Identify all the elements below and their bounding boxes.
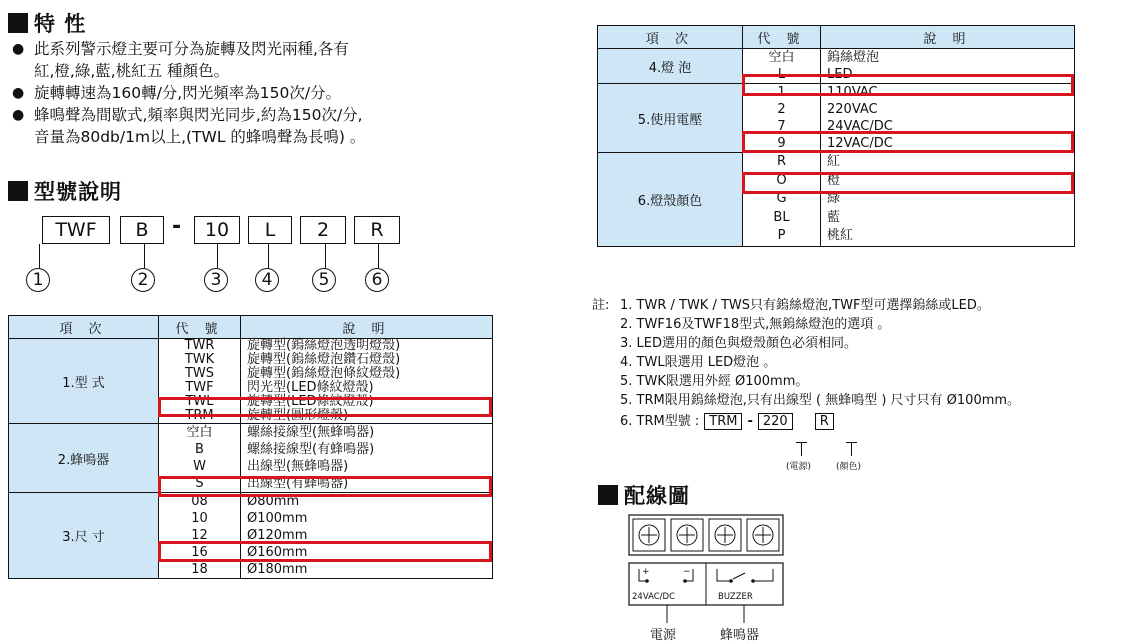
highlight-r xyxy=(742,172,1074,194)
table-row: 2.蜂鳴器 空白 B W S 螺絲接線型(無蜂鳴器) 螺絲接線型(有蜂鳴器) 出線型(無蜂鳴器) 出線型(有蜂鳴器) xyxy=(9,424,493,493)
note-item: 5. TRM限用鎢絲燈泡,只有出線型 ( 無蜂鳴型 ) 尺寸只有 Ø100mm。 xyxy=(620,393,1021,408)
wiring-title: 配線圖 xyxy=(624,484,690,508)
wiring-diagram xyxy=(627,513,787,641)
note-item: 4. TWL限選用 LED燈泡 。 xyxy=(620,355,777,370)
number-circle: 5 xyxy=(312,268,336,292)
model-part-voltage: 2 xyxy=(300,216,346,244)
trm-caption-color: (顏色) xyxy=(836,462,862,472)
group-color: 6.燈殼顏色 xyxy=(598,153,743,247)
model-part-color: R xyxy=(354,216,400,244)
header-item: 項 次 xyxy=(9,316,159,339)
wiring-left-label: 24VAC/DC xyxy=(632,592,676,602)
minus-label: − xyxy=(683,567,691,577)
group-voltage: 5.使用電壓 xyxy=(598,84,743,153)
number-circle: 3 xyxy=(204,268,228,292)
trm-caption-power: (電源) xyxy=(786,462,812,472)
bullet-icon: ● xyxy=(12,41,25,57)
model-diagram xyxy=(32,214,402,296)
terminal-screw-icon xyxy=(709,519,741,551)
group-bulb: 4.燈 泡 xyxy=(598,49,743,84)
group-type: 1.型 式 xyxy=(9,339,159,424)
list-item: ● 旋轉轉速為160轉/分,閃光頻率為150次/分。 xyxy=(12,84,342,102)
highlight-7 xyxy=(742,131,1074,153)
bullet-icon: ● xyxy=(12,85,25,101)
list-item: ● 此系列警示燈主要可分為旋轉及閃光兩種,各有 xyxy=(12,40,349,58)
header-code: 代 號 xyxy=(159,316,241,339)
trm-part-model: TRM xyxy=(704,413,742,430)
terminal-screw-icon xyxy=(747,519,779,551)
note-item: 3. LED選用的顏色與燈殼顏色必須相同。 xyxy=(620,336,858,351)
bullet-icon: ● xyxy=(12,107,25,123)
note-item: 5. TWK限選用外經 Ø100mm。 xyxy=(620,374,809,389)
terminal-screw-icon xyxy=(633,519,665,551)
heading-square-icon xyxy=(8,13,28,33)
table-row: 5.使用電壓 1 2 7 9 110VAC 220VAC 24VAC/DC 12VAC/DC xyxy=(598,84,1075,153)
number-circle: 2 xyxy=(131,268,155,292)
highlight-l xyxy=(742,74,1074,96)
table-row: 6.燈殼顏色 R O G BL P 紅 橙 綠 藍 桃紅 xyxy=(598,153,1075,247)
header-desc: 說 明 xyxy=(821,26,1075,49)
number-circle: 6 xyxy=(365,268,389,292)
features-list xyxy=(12,38,532,148)
features-title: 特 性 xyxy=(34,12,87,36)
terminal-screw-icon xyxy=(671,519,703,551)
number-circle: 4 xyxy=(255,268,279,292)
model-heading xyxy=(8,176,122,206)
header-desc: 說 明 xyxy=(241,316,493,339)
wiring-heading xyxy=(598,480,690,510)
power-label: 電源 xyxy=(650,628,677,643)
model-part-size: 10 xyxy=(194,216,240,244)
heading-square-icon xyxy=(8,181,28,201)
highlight-b xyxy=(158,476,492,497)
trm-part-voltage: 220 xyxy=(758,413,793,430)
table-row: 3.尺 寸 08 10 12 16 18 Ø80mm Ø100mm Ø120mm Ø160mm Ø180mm xyxy=(9,493,493,579)
list-item: ● 蜂鳴聲為間歇式,頻率與閃光同步,約為150次/分, xyxy=(12,106,363,124)
features-heading xyxy=(8,8,86,38)
model-part-buzzer: B xyxy=(120,216,164,244)
trm-part-color: R xyxy=(815,413,834,430)
heading-square-icon xyxy=(598,485,618,505)
group-buzzer: 2.蜂鳴器 xyxy=(9,424,159,493)
buzzer-label: 蜂鳴器 xyxy=(720,628,760,643)
group-size: 3.尺 寸 xyxy=(9,493,159,579)
table-row: 1.型 式 TWR TWK TWS TWF TWL TRM 旋轉型(鎢絲燈泡透明燈殼) 旋轉型(鎢絲燈泡鑽石燈殼) 旋轉型(鎢絲燈泡條紋燈殼) 閃光型(LED條紋燈殼) 旋轉型(LED條紋燈殼) 旋轉型(圓形燈殼) xyxy=(9,339,493,424)
notes-prefix: 註: xyxy=(592,298,610,313)
table-row: 4.燈 泡 空白 L 鎢絲燈泡 LED xyxy=(598,49,1075,84)
model-title: 型號說明 xyxy=(34,180,122,204)
list-item: 音量為80db/1m以上,(TWL 的蜂鳴聲為長鳴) 。 xyxy=(34,128,366,146)
number-circle: 1 xyxy=(26,268,50,292)
model-part-series: TWF xyxy=(42,216,110,244)
highlight-08 xyxy=(158,541,492,562)
highlight-twf xyxy=(158,397,492,417)
trm-dash: - xyxy=(747,414,753,429)
model-part-bulb: L xyxy=(248,216,292,244)
plus-label: + xyxy=(642,567,650,577)
list-item: 紅,橙,綠,藍,桃紅五 種顏色。 xyxy=(34,62,230,80)
header-code: 代 號 xyxy=(743,26,821,49)
note-item: 2. TWF16及TWF18型式,無鎢絲燈泡的選項 。 xyxy=(620,317,891,332)
trm-label: 6. TRM型號 : xyxy=(620,414,700,429)
left-spec-table xyxy=(8,315,493,579)
header-item: 項 次 xyxy=(598,26,743,49)
wiring-right-label: BUZZER xyxy=(718,592,753,602)
note-item: 1. TWR / TWK / TWS只有鎢絲燈泡,TWF型可選擇鎢絲或LED。 xyxy=(620,298,990,313)
notes xyxy=(592,296,1122,431)
model-dash: - xyxy=(172,214,182,239)
